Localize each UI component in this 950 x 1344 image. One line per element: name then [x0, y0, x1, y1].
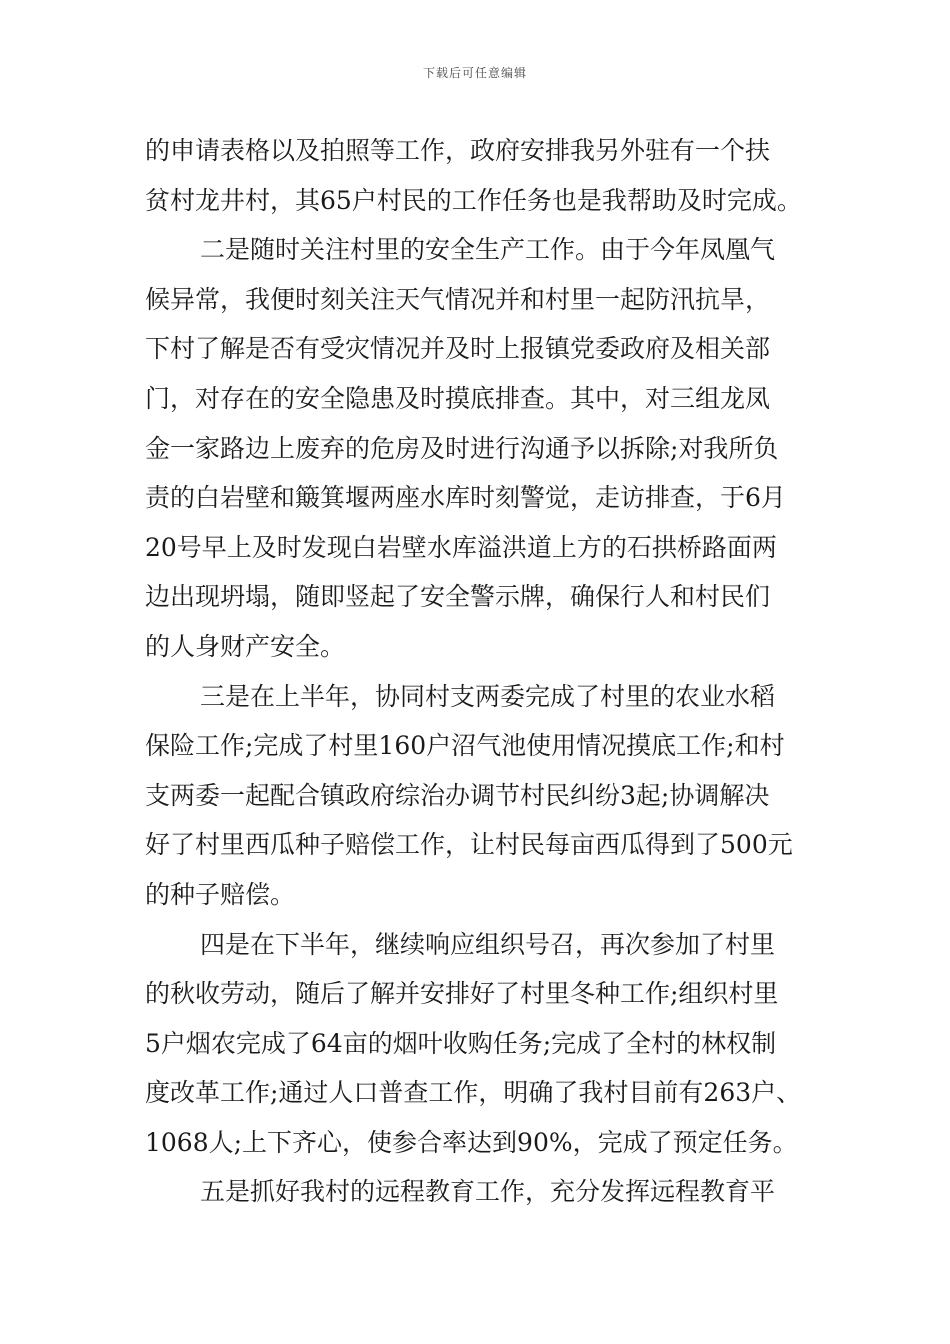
text-line: 度改革工作;通过人口普查工作，明确了我村目前有263户、: [145, 1078, 802, 1108]
document-body: [145, 126, 815, 1217]
paragraph-start-line: 二是随时关注村里的安全生产工作。由于今年凤凰气: [200, 235, 776, 265]
text-line: 1068人;上下齐心，使参合率达到90%，完成了预定任务。: [145, 1127, 798, 1157]
text-line: 5户烟农完成了64亩的烟叶收购任务;完成了全村的林权制: [145, 1028, 777, 1058]
text-line: 的人身财产安全。: [145, 631, 346, 661]
text-line: 金一家路边上废弃的危房及时进行沟通予以拆除;对我所负: [145, 433, 779, 463]
text-line: 支两委一起配合镇政府综治办调节村民纠纷3起;协调解决: [145, 780, 770, 810]
text-line: 的秋收劳动，随后了解并安排好了村里冬种工作;组织村里: [145, 979, 779, 1009]
text-line: 好了村里西瓜种子赔偿工作，让村民每亩西瓜得到了500元: [145, 830, 793, 860]
text-line: 20号早上及时发现白岩壁水库溢洪道上方的石拱桥路面两: [145, 532, 777, 562]
paragraph-start-line: 五是抓好我村的远程教育工作，充分发挥远程教育平: [200, 1177, 776, 1207]
text-line: 责的白岩壁和簸箕堰两座水库时刻警觉，走访排查，于6月: [145, 483, 786, 513]
text-line: 门，对存在的安全隐患及时摸底排查。其中，对三组龙凤: [145, 383, 771, 413]
text-line: 的申请表格以及拍照等工作，政府安排我另外驻有一个扶: [145, 136, 771, 165]
page-header-note: 下载后可任意编辑: [422, 66, 527, 80]
text-line: 候异常，我便时刻关注天气情况并和村里一起防汛抗旱，: [145, 284, 771, 314]
paragraph-start-line: 四是在下半年，继续响应组织号召，再次参加了村里: [200, 929, 776, 959]
text-line: 下村了解是否有受灾情况并及时上报镇党委政府及相关部: [145, 334, 771, 364]
text-line: 的种子赔偿。: [145, 879, 296, 909]
text-line: 贫村龙井村，其65户村民的工作任务也是我帮助及时完成。: [145, 185, 802, 215]
text-line: 保险工作;完成了村里160户沼气池使用情况摸底工作;和村: [145, 731, 785, 761]
text-line: 边出现坍塌，随即竖起了安全警示牌，确保行人和村民们: [145, 582, 771, 612]
paragraph-start-line: 三是在上半年，协同村支两委完成了村里的农业水稻: [200, 681, 776, 711]
